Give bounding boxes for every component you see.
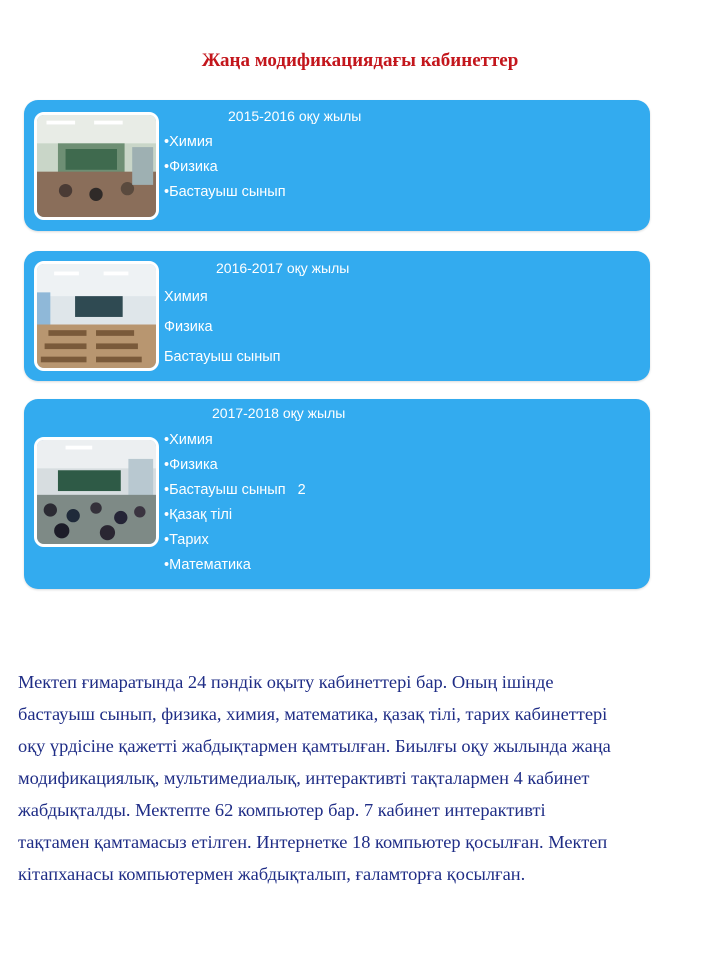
list-item: •Қазақ тілі [164, 507, 233, 523]
paragraph-line: бастауыш сынып, физика, химия, математика, қазақ тілі, тарих кабинеттері [18, 704, 608, 724]
list-item: •Химия [164, 432, 213, 448]
cabinet-card-2017 [24, 399, 650, 589]
page-title: Жаңа модификациядағы кабинеттер [201, 50, 519, 71]
list-item: •Бастауыш сынып 2 [164, 482, 306, 498]
cabinet-list [164, 289, 281, 379]
description-paragraph [18, 666, 708, 890]
year-label: 2016-2017 оқу жылы [216, 260, 350, 276]
year-label: 2017-2018 оқу жылы [212, 405, 346, 421]
list-item: Бастауыш сынып [164, 349, 281, 365]
cabinet-list [164, 134, 286, 209]
classroom-photo [34, 437, 159, 547]
paragraph-line: тақтамен қамтамасыз етілген. Интернетке 18 компьютер қосылған. Мектеп [18, 832, 608, 852]
classroom-photo [34, 261, 159, 371]
list-item: •Математика [164, 557, 251, 573]
cabinet-card-2015 [24, 100, 650, 231]
list-item: •Химия [164, 134, 213, 150]
list-item: •Тарих [164, 532, 209, 548]
paragraph-line: Мектеп ғимаратында 24 пәндік оқыту кабинеттері бар. Оның ішінде [18, 672, 554, 692]
list-item: Физика [164, 319, 213, 335]
cabinet-card-2016 [24, 251, 650, 381]
paragraph-line: модификациялық, мультимедиалық, интерактивті тақталармен 4 кабинет [18, 768, 590, 788]
cabinet-list [164, 432, 306, 582]
classroom-photo [34, 112, 159, 220]
year-label: 2015-2016 оқу жылы [228, 108, 362, 124]
paragraph-line: кітапханасы компьютермен жабдықталып, ғаламторға қосылған. [18, 864, 526, 884]
paragraph-line: жабдықталды. Мектепте 62 компьютер бар. 7 кабинет интерактивті [18, 800, 546, 820]
paragraph-line: оқу үрдісіне қажетті жабдықтармен қамтылған. Биылғы оқу жылында жаңа [18, 736, 611, 756]
list-item: •Физика [164, 457, 218, 473]
list-item: •Бастауыш сынып [164, 184, 286, 200]
list-item: •Физика [164, 159, 218, 175]
list-item: Химия [164, 289, 208, 305]
